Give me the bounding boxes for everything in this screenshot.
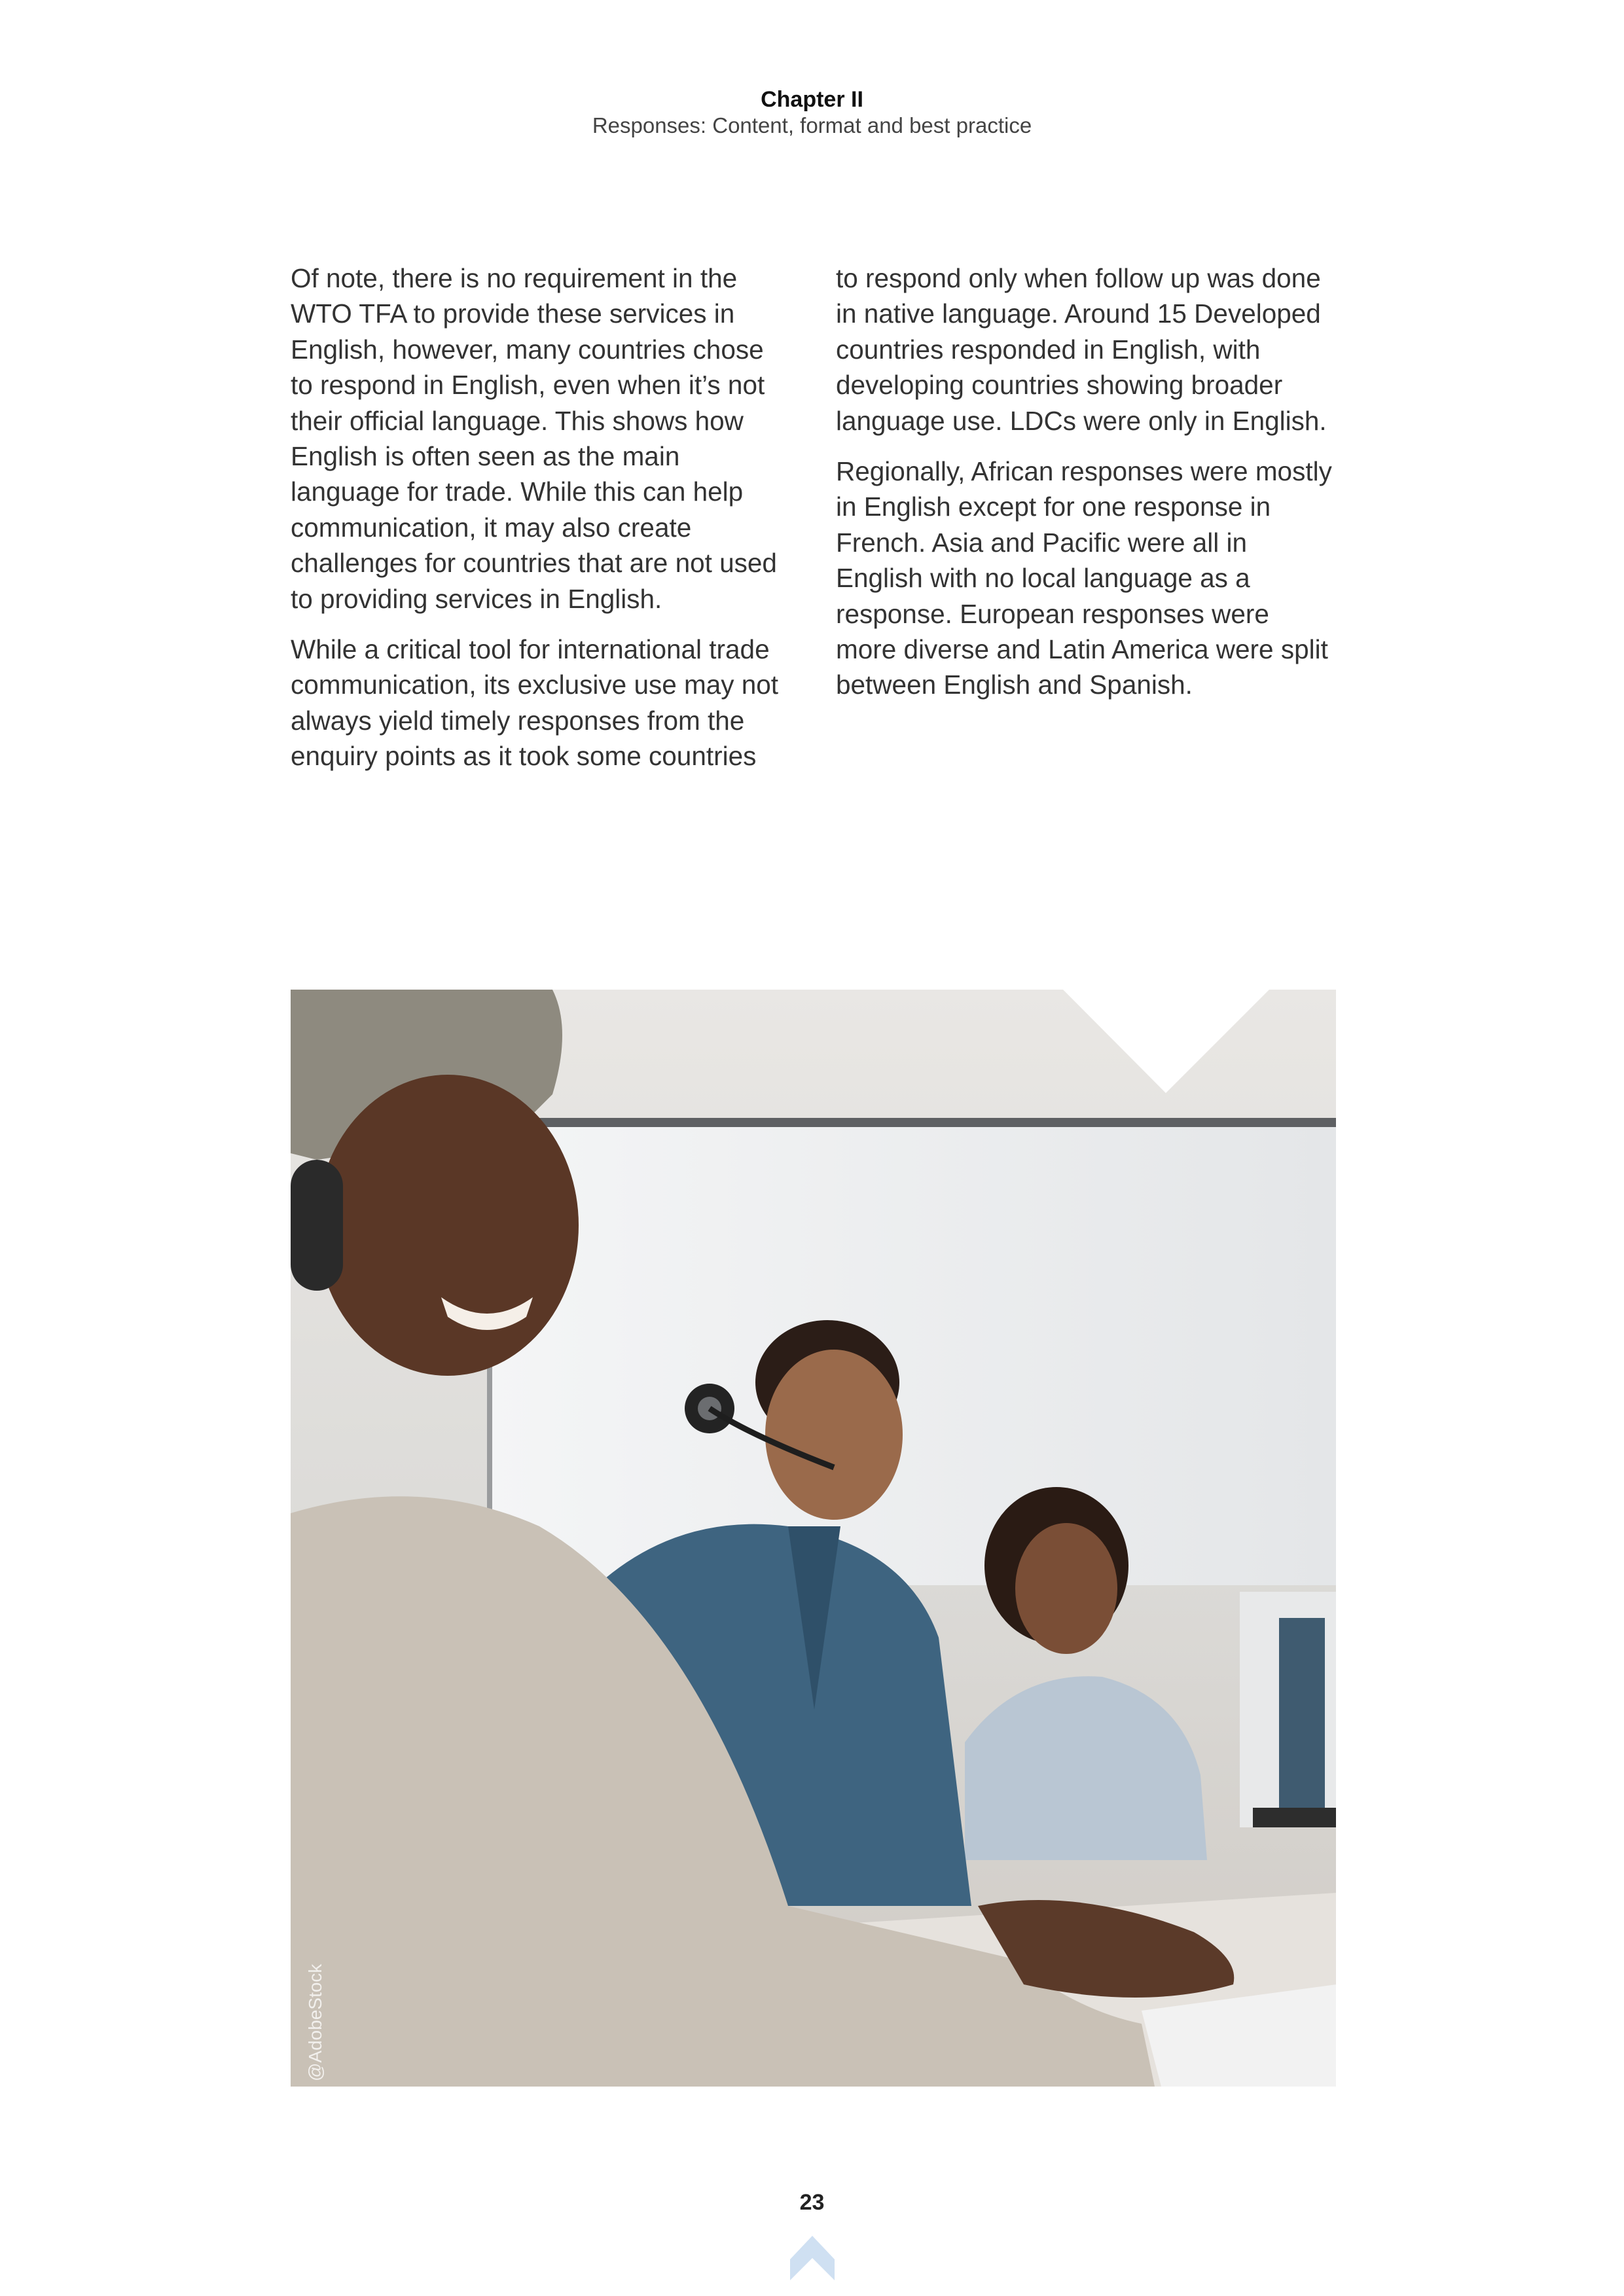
paragraph: Of note, there is no requirement in the WTO TFA to provide these services in English, however, many countries chose to respond in English, even when it’s not their official language. This shows how English is often seen as the main language for trade. While this can help communication, it may also create challenges for countries that are not used to providing services in English. — [291, 263, 777, 614]
chevron-up-icon[interactable] — [787, 2233, 837, 2283]
page-number: 23 — [799, 2190, 825, 2215]
paragraph: Regionally, African responses were mostly in English except for one response in French. Asia and Pacific were all in English with no local language as a response. European responses were more diverse and Latin America were split between English and Spanish. — [836, 456, 1332, 700]
page-header — [0, 86, 1624, 139]
chapter-label: Chapter II — [761, 87, 863, 112]
paragraph: to respond only when follow up was done in native language. Around 15 Developed countries responded in English, with developing countries showing broader language use. LDCs were only in English. — [836, 263, 1327, 436]
chapter-subtitle: Responses: Content, format and best practice — [592, 113, 1032, 137]
paragraph: While a critical tool for international trade communication, its exclusive use may not always yield timely responses from the enquiry points as it took some countries — [291, 634, 779, 772]
photo-illustration — [291, 990, 1336, 2087]
call-center-photo — [291, 990, 1336, 2087]
photo-credit: @AdobeStock — [305, 1964, 325, 2081]
text-column-left — [291, 260, 788, 789]
text-column-right — [836, 260, 1333, 718]
